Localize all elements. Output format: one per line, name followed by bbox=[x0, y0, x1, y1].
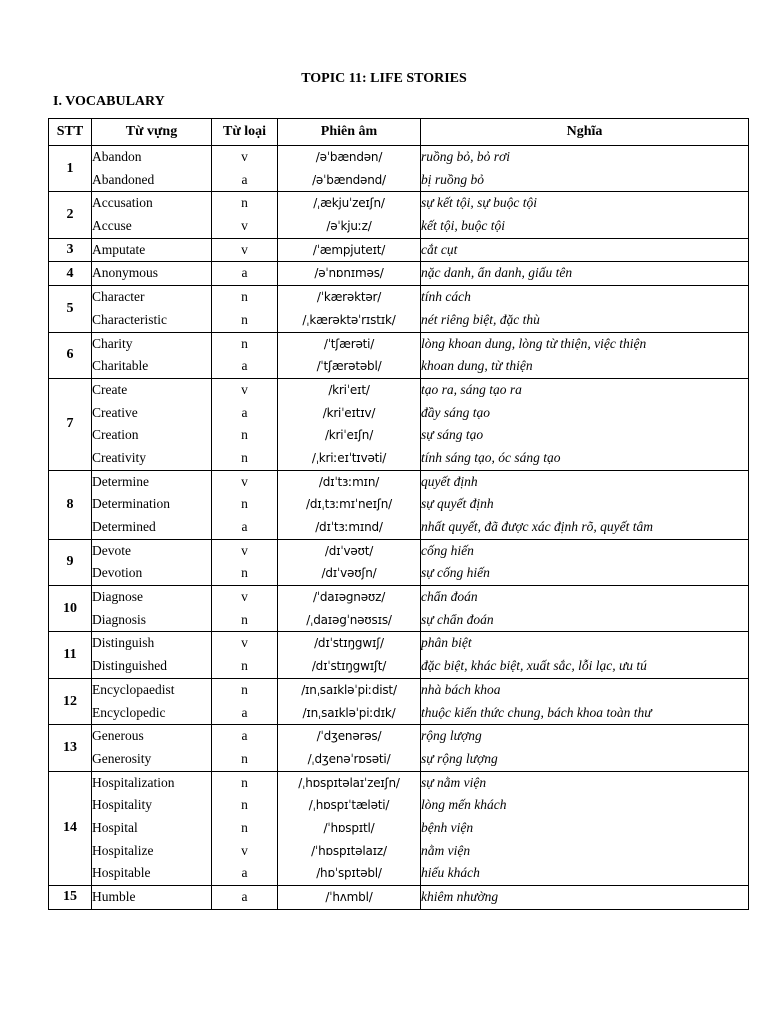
ipa-cell bbox=[278, 771, 421, 885]
ipa-text: /ˌdʒenəˈrɒsəti/ bbox=[307, 751, 391, 766]
meaning-text: đặc biệt, khác biệt, xuất sắc, lỗi lạc, ưu tú bbox=[421, 658, 647, 674]
word-text: Abandoned bbox=[92, 171, 155, 187]
section-heading: I. VOCABULARY bbox=[53, 94, 165, 109]
ipa-text: /əˈbændənd/ bbox=[312, 172, 386, 187]
table-row bbox=[49, 286, 749, 332]
meaning-text: cống hiến bbox=[421, 542, 474, 558]
meaning-cell bbox=[421, 286, 749, 332]
meaning-text: nhất quyết, đã được xác định rõ, quyết tâm bbox=[421, 519, 654, 534]
pos-text: v bbox=[241, 635, 248, 651]
table-row bbox=[49, 539, 749, 585]
pos-text: v bbox=[241, 542, 248, 558]
word-text: Distinguished bbox=[92, 658, 168, 674]
ipa-text: /dɪˈvəʊt/ bbox=[324, 543, 374, 558]
ipa-cell bbox=[278, 586, 421, 632]
meaning-cell bbox=[421, 332, 749, 378]
pos-text: n bbox=[241, 681, 248, 697]
ipa-text: /kriˈeɪt/ bbox=[328, 382, 370, 397]
table-body bbox=[49, 146, 749, 910]
meaning-text: hiếu khách bbox=[421, 865, 480, 881]
word-text: Accuse bbox=[92, 218, 132, 234]
word-text: Anonymous bbox=[92, 265, 159, 281]
word-text: Devotion bbox=[92, 565, 143, 581]
word-cell bbox=[92, 146, 212, 192]
ipa-text: /ˈhɒspɪtəlaɪz/ bbox=[311, 843, 387, 858]
meaning-cell bbox=[421, 470, 749, 539]
vocabulary-table bbox=[48, 118, 749, 910]
pos-cell bbox=[212, 771, 278, 885]
ipa-text: /dɪˈvəʊʃn/ bbox=[321, 566, 377, 581]
meaning-text: sự quyết định bbox=[421, 496, 494, 512]
row-number: 6 bbox=[49, 332, 92, 378]
meaning-text: sự cống hiến bbox=[421, 565, 490, 581]
meaning-cell bbox=[421, 146, 749, 192]
ipa-cell bbox=[278, 539, 421, 585]
ipa-text: /dɪˌtɜːmɪˈneɪʃn/ bbox=[306, 497, 392, 512]
pos-text: n bbox=[241, 797, 248, 813]
ipa-text: /ˈæmpjuteɪt/ bbox=[312, 242, 386, 257]
ipa-text: /əˈkjuːz/ bbox=[326, 219, 372, 234]
word-cell bbox=[92, 238, 212, 262]
word-cell bbox=[92, 725, 212, 771]
table-row bbox=[49, 678, 749, 724]
word-cell bbox=[92, 470, 212, 539]
pos-cell bbox=[212, 539, 278, 585]
meaning-cell bbox=[421, 725, 749, 771]
pos-text: n bbox=[241, 750, 248, 766]
meaning-text: lòng khoan dung, lòng từ thiện, việc thiện bbox=[421, 335, 647, 351]
ipa-cell bbox=[278, 678, 421, 724]
pos-text: n bbox=[241, 427, 248, 443]
table-row bbox=[49, 470, 749, 539]
pos-cell bbox=[212, 586, 278, 632]
pos-text: n bbox=[241, 496, 248, 512]
header-stt: STT bbox=[49, 119, 92, 146]
word-text: Accusation bbox=[92, 195, 153, 211]
pos-text: n bbox=[241, 449, 248, 465]
word-text: Diagnosis bbox=[92, 611, 146, 627]
table-row bbox=[49, 632, 749, 678]
word-text: Character bbox=[92, 289, 145, 305]
word-text: Encyclopedic bbox=[92, 704, 166, 720]
word-text: Hospitable bbox=[92, 865, 151, 881]
table-header-row bbox=[49, 119, 749, 146]
ipa-text: /ˌækjuˈzeɪʃn/ bbox=[313, 196, 385, 211]
pos-cell bbox=[212, 886, 278, 910]
pos-text: a bbox=[241, 865, 248, 881]
pos-text: n bbox=[241, 774, 248, 790]
ipa-text: /ˈkærəktər/ bbox=[316, 290, 382, 305]
meaning-text: khiêm nhường bbox=[421, 889, 499, 904]
word-text: Determination bbox=[92, 496, 170, 512]
word-text: Charity bbox=[92, 335, 133, 351]
word-text: Hospital bbox=[92, 819, 138, 835]
word-text: Creation bbox=[92, 427, 139, 443]
word-text: Humble bbox=[92, 889, 136, 904]
pos-text: a bbox=[241, 358, 248, 374]
meaning-text: khoan dung, từ thiện bbox=[421, 358, 533, 374]
ipa-text: /ˈhɒspɪtl/ bbox=[323, 820, 375, 835]
row-number: 10 bbox=[49, 586, 92, 632]
ipa-cell bbox=[278, 470, 421, 539]
row-number: 12 bbox=[49, 678, 92, 724]
document-title: TOPIC 11: LIFE STORIES bbox=[301, 71, 467, 86]
meaning-cell bbox=[421, 192, 749, 238]
ipa-text: /dɪˈtɜːmɪnd/ bbox=[315, 520, 383, 534]
pos-text: a bbox=[241, 704, 248, 720]
row-number: 1 bbox=[49, 146, 92, 192]
pos-cell bbox=[212, 725, 278, 771]
row-number: 14 bbox=[49, 771, 92, 885]
meaning-text: sự chẩn đoán bbox=[421, 611, 494, 627]
meaning-text: ruồng bỏ, bỏ rơi bbox=[421, 149, 510, 164]
ipa-text: /ˌhɒspɪˈtæləti/ bbox=[308, 798, 390, 813]
meaning-cell bbox=[421, 771, 749, 885]
meaning-text: nằm viện bbox=[421, 842, 471, 858]
pos-cell bbox=[212, 332, 278, 378]
row-number: 5 bbox=[49, 286, 92, 332]
pos-cell bbox=[212, 192, 278, 238]
row-number: 4 bbox=[49, 262, 92, 286]
ipa-text: /dɪˈtɜːmɪn/ bbox=[318, 474, 380, 489]
word-cell bbox=[92, 262, 212, 286]
table-row bbox=[49, 886, 749, 910]
pos-text: n bbox=[241, 565, 248, 581]
ipa-cell bbox=[278, 886, 421, 910]
meaning-text: phân biệt bbox=[421, 635, 472, 651]
pos-text: v bbox=[241, 589, 248, 605]
ipa-text: /hɒˈspɪtəbl/ bbox=[316, 866, 382, 881]
meaning-text: nhà bách khoa bbox=[421, 681, 501, 697]
pos-text: v bbox=[241, 473, 248, 489]
word-text: Creative bbox=[92, 404, 138, 420]
pos-text: v bbox=[241, 218, 248, 234]
pos-cell bbox=[212, 238, 278, 262]
ipa-text: /ˌdaɪəgˈnəʊsɪs/ bbox=[306, 612, 392, 627]
ipa-text: /əˈnɒnɪməs/ bbox=[314, 266, 384, 281]
word-cell bbox=[92, 332, 212, 378]
ipa-cell bbox=[278, 192, 421, 238]
word-text: Hospitalize bbox=[92, 842, 154, 858]
meaning-text: tạo ra, sáng tạo ra bbox=[421, 381, 522, 397]
pos-text: n bbox=[241, 611, 248, 627]
ipa-text: /ˌhɒspɪtəlaɪˈzeɪʃn/ bbox=[298, 775, 400, 790]
row-number: 13 bbox=[49, 725, 92, 771]
ipa-cell bbox=[278, 262, 421, 286]
ipa-cell bbox=[278, 378, 421, 470]
pos-cell bbox=[212, 378, 278, 470]
ipa-text: /ˈdaɪəgnəʊz/ bbox=[312, 590, 386, 605]
meaning-text: rộng lượng bbox=[421, 728, 482, 744]
row-number: 9 bbox=[49, 539, 92, 585]
table-row bbox=[49, 192, 749, 238]
meaning-cell bbox=[421, 886, 749, 910]
meaning-text: kết tội, buộc tội bbox=[421, 218, 505, 234]
row-number: 8 bbox=[49, 470, 92, 539]
pos-text: n bbox=[241, 195, 248, 211]
meaning-text: cắt cụt bbox=[421, 241, 458, 257]
pos-cell bbox=[212, 146, 278, 192]
table-row bbox=[49, 586, 749, 632]
table-row bbox=[49, 332, 749, 378]
word-text: Hospitalization bbox=[92, 774, 175, 790]
table-row bbox=[49, 378, 749, 470]
ipa-text: /ˈhʌmbl/ bbox=[325, 890, 373, 904]
row-number: 15 bbox=[49, 886, 92, 910]
meaning-text: lòng mến khách bbox=[421, 797, 507, 813]
ipa-cell bbox=[278, 725, 421, 771]
header-ipa: Phiên âm bbox=[278, 119, 421, 146]
pos-text: n bbox=[241, 658, 248, 674]
word-cell bbox=[92, 886, 212, 910]
meaning-text: nặc danh, ẩn danh, giấu tên bbox=[421, 265, 573, 281]
pos-text: v bbox=[241, 241, 248, 257]
word-text: Amputate bbox=[92, 241, 146, 257]
meaning-cell bbox=[421, 378, 749, 470]
pos-text: n bbox=[241, 311, 248, 327]
pos-cell bbox=[212, 678, 278, 724]
table-row bbox=[49, 146, 749, 192]
meaning-text: nét riêng biệt, đặc thù bbox=[421, 311, 540, 327]
meaning-cell bbox=[421, 238, 749, 262]
meaning-cell bbox=[421, 539, 749, 585]
row-number: 2 bbox=[49, 192, 92, 238]
ipa-cell bbox=[278, 146, 421, 192]
pos-text: a bbox=[241, 171, 248, 187]
word-text: Diagnose bbox=[92, 589, 143, 605]
word-text: Distinguish bbox=[92, 635, 155, 651]
ipa-text: /ˌkriːeɪˈtɪvəti/ bbox=[311, 450, 387, 465]
pos-text: a bbox=[241, 519, 248, 534]
table-row bbox=[49, 238, 749, 262]
pos-cell bbox=[212, 262, 278, 286]
meaning-text: bị ruồng bỏ bbox=[421, 171, 485, 187]
word-cell bbox=[92, 586, 212, 632]
ipa-cell bbox=[278, 238, 421, 262]
word-text: Characteristic bbox=[92, 311, 167, 327]
pos-text: n bbox=[241, 335, 248, 351]
meaning-text: tính cách bbox=[421, 289, 471, 305]
ipa-cell bbox=[278, 632, 421, 678]
ipa-text: /ˈtʃærəti/ bbox=[323, 336, 375, 351]
pos-text: n bbox=[241, 289, 248, 305]
ipa-text: /dɪˈstɪŋgwɪʃt/ bbox=[311, 659, 387, 674]
pos-text: a bbox=[241, 265, 248, 281]
meaning-text: quyết định bbox=[421, 473, 478, 489]
word-cell bbox=[92, 378, 212, 470]
word-text: Devote bbox=[92, 542, 131, 558]
word-text: Hospitality bbox=[92, 797, 152, 813]
pos-text: n bbox=[241, 819, 248, 835]
row-number: 3 bbox=[49, 238, 92, 262]
meaning-text: chẩn đoán bbox=[421, 589, 478, 605]
header-pos: Từ loại bbox=[212, 119, 278, 146]
header-meaning: Nghĩa bbox=[421, 119, 749, 146]
word-cell bbox=[92, 539, 212, 585]
meaning-text: bệnh viện bbox=[421, 819, 474, 835]
word-text: Charitable bbox=[92, 358, 149, 374]
header-word: Từ vựng bbox=[92, 119, 212, 146]
ipa-text: /kriˈeɪʃn/ bbox=[324, 428, 374, 443]
ipa-cell bbox=[278, 286, 421, 332]
pos-cell bbox=[212, 286, 278, 332]
meaning-text: sự rộng lượng bbox=[421, 750, 498, 766]
word-text: Determine bbox=[92, 473, 149, 489]
word-text: Generous bbox=[92, 728, 144, 744]
row-number: 7 bbox=[49, 378, 92, 470]
pos-cell bbox=[212, 470, 278, 539]
word-text: Determined bbox=[92, 519, 156, 534]
word-cell bbox=[92, 632, 212, 678]
ipa-text: /ˈtʃærətəbl/ bbox=[316, 359, 382, 374]
ipa-text: /kriˈeɪtɪv/ bbox=[322, 405, 376, 420]
table-row bbox=[49, 771, 749, 885]
pos-text: v bbox=[241, 381, 248, 397]
word-text: Generosity bbox=[92, 750, 152, 766]
ipa-text: /ˈdʒenərəs/ bbox=[316, 729, 382, 744]
meaning-text: thuộc kiến thức chung, bách khoa toàn thư bbox=[421, 704, 652, 720]
meaning-cell bbox=[421, 586, 749, 632]
table-row bbox=[49, 725, 749, 771]
word-text: Encyclopaedist bbox=[92, 681, 175, 697]
word-cell bbox=[92, 286, 212, 332]
word-cell bbox=[92, 678, 212, 724]
meaning-text: tính sáng tạo, óc sáng tạo bbox=[421, 449, 561, 465]
table-row bbox=[49, 262, 749, 286]
word-text: Abandon bbox=[92, 149, 142, 164]
word-cell bbox=[92, 771, 212, 885]
ipa-text: /ɪnˌsaɪkləˈpiːdɪk/ bbox=[302, 705, 396, 720]
word-cell bbox=[92, 192, 212, 238]
ipa-text: /əˈbændən/ bbox=[315, 150, 383, 164]
pos-text: a bbox=[241, 889, 248, 904]
meaning-text: sự nằm viện bbox=[421, 774, 487, 790]
pos-text: a bbox=[241, 404, 248, 420]
meaning-text: đầy sáng tạo bbox=[421, 404, 490, 420]
pos-text: a bbox=[241, 728, 248, 744]
pos-text: v bbox=[241, 842, 248, 858]
ipa-cell bbox=[278, 332, 421, 378]
meaning-cell bbox=[421, 678, 749, 724]
pos-text: v bbox=[241, 149, 248, 164]
meaning-cell bbox=[421, 262, 749, 286]
ipa-text: /ˌkærəktəˈrɪstɪk/ bbox=[302, 312, 396, 327]
word-text: Create bbox=[92, 381, 128, 397]
meaning-cell bbox=[421, 632, 749, 678]
ipa-text: /ɪnˌsaɪkləˈpiːdist/ bbox=[301, 682, 397, 697]
row-number: 11 bbox=[49, 632, 92, 678]
meaning-text: sự sáng tạo bbox=[421, 427, 484, 443]
pos-cell bbox=[212, 632, 278, 678]
ipa-text: /dɪˈstɪŋgwɪʃ/ bbox=[314, 636, 384, 651]
meaning-text: sự kết tội, sự buộc tội bbox=[421, 195, 537, 211]
word-text: Creativity bbox=[92, 449, 146, 465]
